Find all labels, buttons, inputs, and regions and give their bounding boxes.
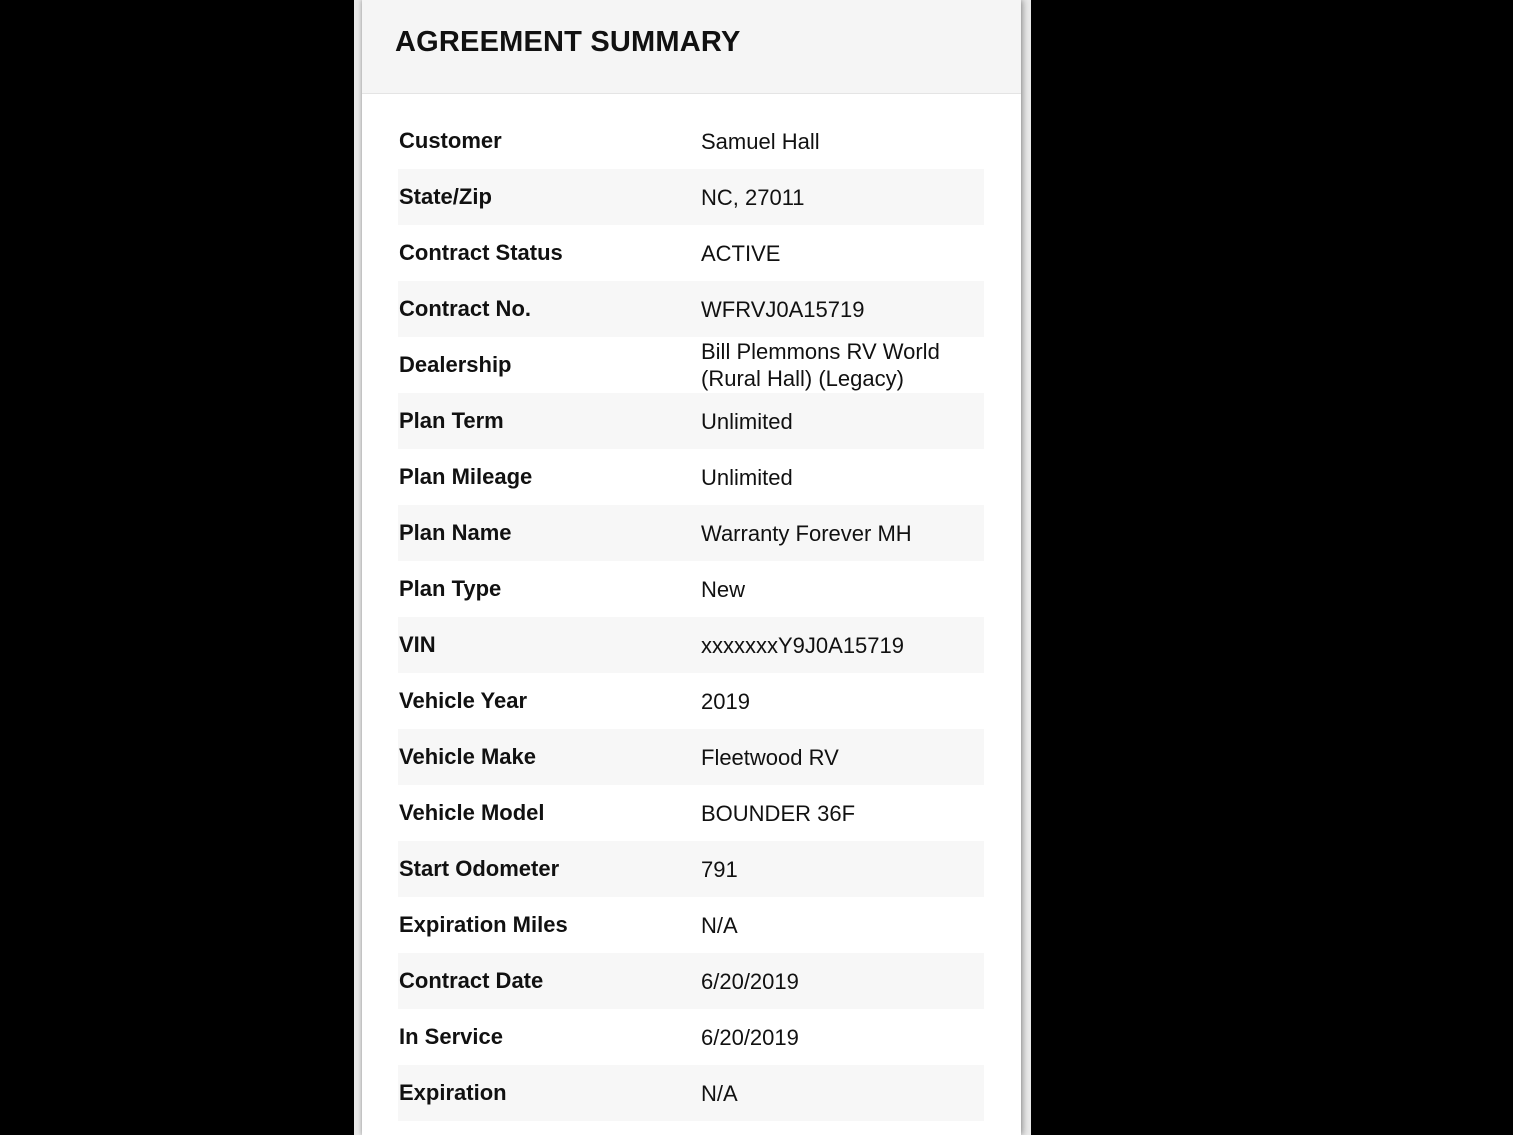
row-value: 6/20/2019 (701, 968, 799, 994)
row-expiration-miles (398, 897, 984, 953)
summary-table (398, 113, 984, 1121)
row-contract-date (398, 953, 984, 1009)
row-expiration (398, 1065, 984, 1121)
row-vin (398, 617, 984, 673)
row-value: Fleetwood RV (701, 744, 839, 770)
row-label: Start Odometer (399, 856, 560, 881)
row-customer (398, 113, 984, 169)
row-value: NC, 27011 (701, 184, 805, 210)
row-label: Plan Type (399, 576, 502, 601)
row-label: Vehicle Year (399, 688, 528, 713)
app-screen (354, 0, 1031, 1135)
row-plan-type (398, 561, 984, 617)
row-start-odometer (398, 841, 984, 897)
row-vehicle-model (398, 785, 984, 841)
row-plan-term (398, 393, 984, 449)
row-value: N/A (701, 912, 738, 938)
row-label: Contract Status (399, 240, 563, 265)
row-value: New (701, 576, 746, 602)
row-value: WFRVJ0A15719 (701, 296, 865, 322)
row-plan-name (398, 505, 984, 561)
row-label: Plan Term (399, 408, 504, 433)
row-plan-mileage (398, 449, 984, 505)
row-value: ACTIVE (701, 240, 781, 266)
row-state-zip (398, 169, 984, 225)
row-value: Unlimited (701, 408, 793, 434)
dealership-line-1: Bill Plemmons RV World (701, 339, 940, 364)
row-label: In Service (399, 1024, 503, 1049)
row-contract-status (398, 225, 984, 281)
row-value: BOUNDER 36F (701, 800, 856, 826)
row-dealership (398, 337, 984, 393)
row-label: Contract Date (399, 968, 544, 993)
row-value: Samuel Hall (701, 128, 820, 154)
row-value: N/A (701, 1080, 738, 1106)
row-contract-no (398, 281, 984, 337)
page-title: AGREEMENT SUMMARY (395, 26, 741, 58)
row-vehicle-make (398, 729, 984, 785)
row-value: Unlimited (701, 464, 793, 490)
row-value: 6/20/2019 (701, 1024, 799, 1050)
row-value (701, 338, 984, 392)
row-label: Plan Mileage (399, 464, 533, 489)
row-in-service (398, 1009, 984, 1065)
row-label: Vehicle Model (399, 800, 545, 825)
row-label: VIN (399, 632, 436, 657)
row-value: Warranty Forever MH (701, 520, 912, 546)
row-value: 2019 (701, 688, 750, 714)
row-value: xxxxxxxY9J0A15719 (701, 632, 904, 658)
row-label: Customer (399, 128, 502, 153)
row-vehicle-year (398, 673, 984, 729)
row-label: Plan Name (399, 520, 512, 545)
row-label: Contract No. (399, 296, 531, 321)
row-label: Expiration Miles (399, 912, 568, 937)
row-label: State/Zip (399, 184, 492, 209)
dealership-line-2: (Rural Hall) (Legacy) (701, 366, 904, 391)
card-header (362, 0, 1021, 94)
row-label: Dealership (399, 352, 512, 377)
row-label: Expiration (399, 1080, 507, 1105)
row-value: 791 (701, 856, 738, 882)
agreement-summary-card (362, 0, 1021, 1135)
row-label: Vehicle Make (399, 744, 536, 769)
